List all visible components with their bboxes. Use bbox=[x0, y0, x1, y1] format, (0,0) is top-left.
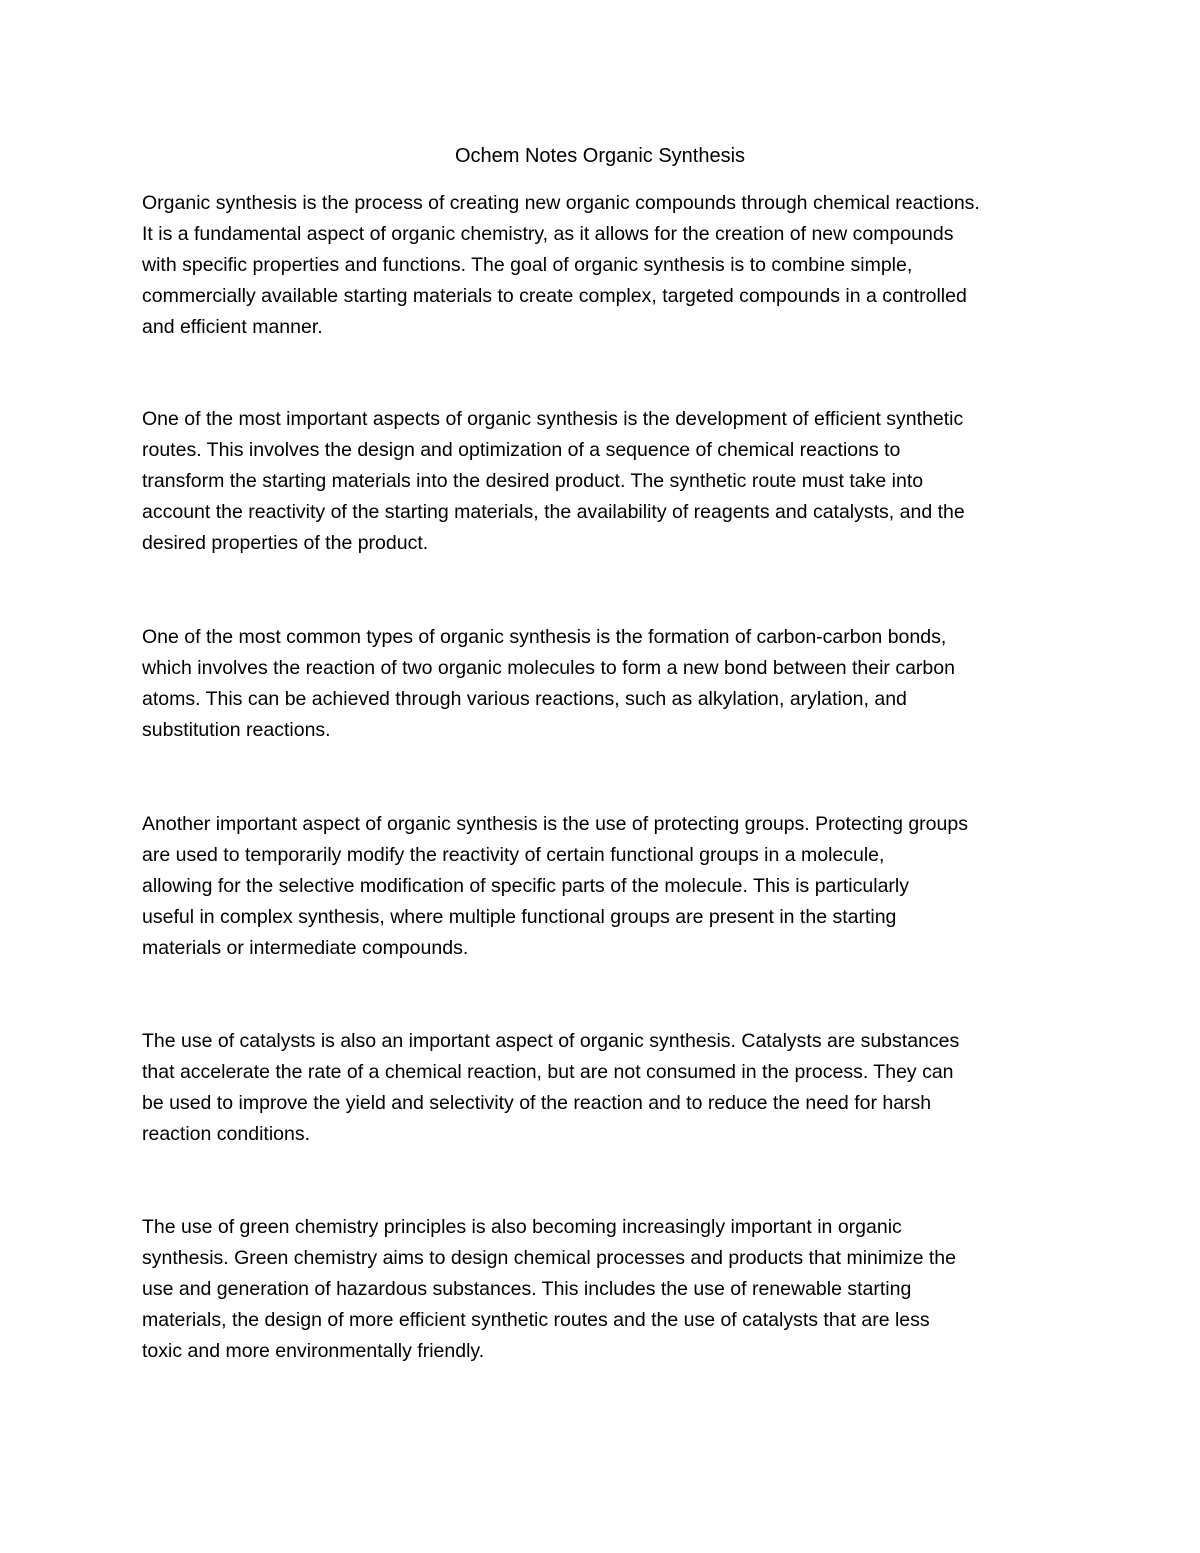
paragraph-line: allowing for the selective modification of specific parts of the molecule. This is particularly bbox=[142, 875, 909, 897]
paragraph-line: account the reactivity of the starting materials, the availability of reagents and catalysts, and the bbox=[142, 501, 965, 523]
paragraph-protecting-groups bbox=[142, 809, 1077, 964]
paragraph-line: reaction conditions. bbox=[142, 1123, 311, 1145]
paragraph-line: One of the most common types of organic synthesis is the formation of carbon-carbon bonds, bbox=[142, 626, 947, 648]
paragraph-line: substitution reactions. bbox=[142, 719, 331, 741]
paragraph-intro bbox=[142, 188, 1077, 343]
document-title: Ochem Notes Organic Synthesis bbox=[454, 145, 746, 167]
paragraph-line: that accelerate the rate of a chemical reaction, but are not consumed in the process. They can bbox=[142, 1061, 954, 1083]
paragraph-line: transform the starting materials into the desired product. The synthetic route must take into bbox=[142, 470, 924, 492]
paragraph-line: It is a fundamental aspect of organic chemistry, as it allows for the creation of new compounds bbox=[142, 223, 954, 245]
paragraph-line: Organic synthesis is the process of creating new organic compounds through chemical reactions. bbox=[142, 192, 980, 214]
paragraph-line: One of the most important aspects of organic synthesis is the development of efficient synthetic bbox=[142, 408, 964, 430]
paragraph-carbon-bonds bbox=[142, 622, 1077, 746]
paragraph-line: materials, the design of more efficient synthetic routes and the use of catalysts that are less bbox=[142, 1309, 930, 1331]
paragraph-line: routes. This involves the design and optimization of a sequence of chemical reactions to bbox=[142, 439, 901, 461]
paragraph-line: toxic and more environmentally friendly. bbox=[142, 1340, 485, 1362]
paragraph-line: useful in complex synthesis, where multiple functional groups are present in the starting bbox=[142, 906, 897, 928]
paragraph-line: desired properties of the product. bbox=[142, 532, 429, 554]
paragraph-line: The use of green chemistry principles is also becoming increasingly important in organic bbox=[142, 1216, 902, 1238]
paragraph-line: be used to improve the yield and selectivity of the reaction and to reduce the need for harsh bbox=[142, 1092, 932, 1114]
paragraph-synthetic-routes bbox=[142, 404, 1077, 559]
paragraph-line: with specific properties and functions. The goal of organic synthesis is to combine simple, bbox=[142, 254, 913, 276]
paragraph-line: Another important aspect of organic synthesis is the use of protecting groups. Protecting groups bbox=[142, 813, 968, 835]
paragraph-line: The use of catalysts is also an important aspect of organic synthesis. Catalysts are substances bbox=[142, 1030, 960, 1052]
paragraph-line: synthesis. Green chemistry aims to design chemical processes and products that minimize the bbox=[142, 1247, 956, 1269]
paragraph-line: atoms. This can be achieved through various reactions, such as alkylation, arylation, and bbox=[142, 688, 907, 710]
paragraph-line: are used to temporarily modify the reactivity of certain functional groups in a molecule, bbox=[142, 844, 885, 866]
paragraph-line: materials or intermediate compounds. bbox=[142, 937, 469, 959]
paragraph-catalysts bbox=[142, 1026, 1077, 1150]
paragraph-line: which involves the reaction of two organic molecules to form a new bond between their carbon bbox=[142, 657, 955, 679]
paragraph-green-chemistry bbox=[142, 1212, 1077, 1367]
paragraph-line: commercially available starting materials to create complex, targeted compounds in a controlled bbox=[142, 285, 967, 307]
paragraph-line: and efficient manner. bbox=[142, 316, 323, 338]
paragraph-line: use and generation of hazardous substances. This includes the use of renewable starting bbox=[142, 1278, 912, 1300]
